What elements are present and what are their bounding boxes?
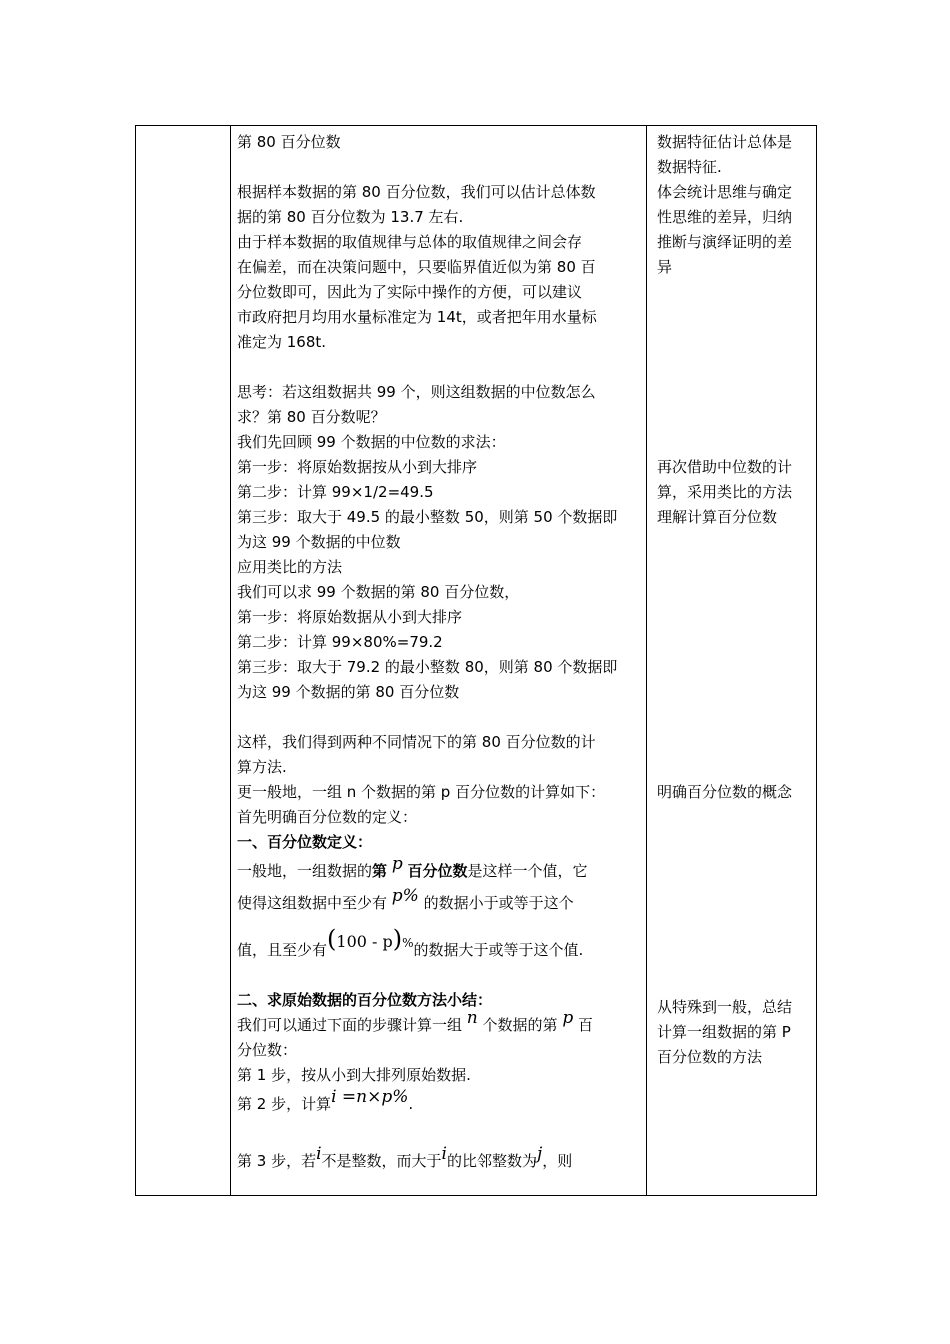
math-p: p bbox=[391, 855, 403, 874]
lesson-plan-table bbox=[135, 125, 817, 1196]
text-run: 第 2 步，计算 bbox=[237, 1095, 332, 1113]
math-100-minus-p bbox=[327, 925, 414, 953]
definition-line-1 bbox=[237, 855, 640, 887]
math-j: j bbox=[537, 1145, 543, 1164]
main-text bbox=[231, 126, 646, 1177]
note-line: 异 bbox=[657, 258, 673, 276]
text-line: 在偏差，而在决策问题中，只要临界值近似为第 80 百 bbox=[237, 258, 596, 276]
spacer bbox=[237, 1120, 640, 1145]
note-line: 计算一组数据的第 P bbox=[657, 1023, 791, 1041]
definition-line-3 bbox=[237, 919, 640, 963]
text-line: 市政府把月均用水量标准定为 14t，或者把年用水量标 bbox=[237, 308, 597, 326]
definition-line-2 bbox=[237, 887, 640, 919]
empty-left-cell bbox=[136, 126, 231, 1196]
method-step-3 bbox=[237, 1145, 640, 1177]
math-paren: ( bbox=[327, 925, 337, 953]
note-line: 性思维的差异，归纳 bbox=[657, 208, 793, 226]
method-step-1: 第 1 步，按从小到大排列原始数据. bbox=[237, 1066, 471, 1084]
text-run: 不是整数，而大于 bbox=[321, 1152, 442, 1170]
text-line: 首先明确百分位数的定义： bbox=[237, 808, 418, 826]
text-line: 第二步：计算 99×80%=79.2 bbox=[237, 633, 443, 651]
spacer bbox=[657, 530, 808, 780]
text-run: 百分位数 bbox=[407, 862, 468, 880]
text-run: 的数据大于或等于这个值. bbox=[413, 941, 584, 959]
text-line: 第三步：取大于 79.2 的最小整数 80，则第 80 个数据即 bbox=[237, 658, 618, 676]
math-paren: ) bbox=[392, 925, 403, 953]
text-run: 值，且至少有 bbox=[237, 941, 328, 959]
text-line: 为这 99 个数据的第 80 百分位数 bbox=[237, 683, 460, 701]
math-i-formula: i =n×p% bbox=[331, 1088, 409, 1107]
notes-cell bbox=[647, 126, 817, 1196]
spacer bbox=[657, 280, 808, 455]
text-run: 个数据的第 bbox=[482, 1016, 558, 1034]
note-line: 算，采用类比的方法 bbox=[657, 483, 793, 501]
text-line: 思考：若这组数据共 99 个，则这组数据的中位数怎么 bbox=[237, 383, 596, 401]
text-line bbox=[237, 705, 640, 730]
text-line: 我们可以求 99 个数据的第 80 百分位数， bbox=[237, 583, 520, 601]
text-line: 我们先回顾 99 个数据的中位数的求法： bbox=[237, 433, 506, 451]
table-row bbox=[136, 126, 817, 1196]
note-line: 从特殊到一般，总结 bbox=[657, 998, 793, 1016]
text-line: 这样，我们得到两种不同情况下的第 80 百分位数的计 bbox=[237, 733, 596, 751]
method-line-1 bbox=[237, 1013, 640, 1038]
note-line: 理解计算百分位数 bbox=[657, 508, 778, 526]
text-line: 第一步：将原始数据按从小到大排序 bbox=[237, 458, 478, 476]
note-line: 数据特征. bbox=[657, 158, 722, 176]
math-percent: % bbox=[402, 936, 414, 950]
text-run: ，则 bbox=[542, 1152, 573, 1170]
note-line: 百分位数的方法 bbox=[657, 1048, 763, 1066]
text-run: . bbox=[408, 1095, 414, 1113]
text-line: 应用类比的方法 bbox=[237, 558, 343, 576]
text-run: 的比邻整数为 bbox=[446, 1152, 537, 1170]
definition-heading: 一、百分位数定义： bbox=[237, 833, 373, 851]
note-line: 明确百分位数的概念 bbox=[657, 783, 793, 801]
method-step-2 bbox=[237, 1088, 640, 1120]
text-run: 百 bbox=[578, 1016, 594, 1034]
text-line: 求？第 80 百分数呢？ bbox=[237, 408, 386, 426]
text-line: 准定为 168t. bbox=[237, 333, 327, 351]
text-run: 是这样一个值，它 bbox=[467, 862, 588, 880]
method-heading: 二、求原始数据的百分位数方法小结： bbox=[237, 991, 493, 1009]
text-line: 第 80 百分位数 bbox=[237, 133, 341, 151]
text-line: 根据样本数据的第 80 百分位数，我们可以估计总体数 bbox=[237, 183, 596, 201]
text-line: 第三步：取大于 49.5 的最小整数 50，则第 50 个数据即 bbox=[237, 508, 618, 526]
text-run: 的数据小于或等于这个 bbox=[423, 894, 574, 912]
note-line: 再次借助中位数的计 bbox=[657, 458, 793, 476]
math-p-percent: p% bbox=[391, 887, 419, 906]
note-line: 体会统计思维与确定 bbox=[657, 183, 793, 201]
text-run: 第 bbox=[372, 862, 388, 880]
main-content-cell bbox=[231, 126, 647, 1196]
text-line: 第二步：计算 99×1/2=49.5 bbox=[237, 483, 434, 501]
text-line bbox=[237, 355, 640, 380]
text-line bbox=[237, 155, 640, 180]
text-run: 我们可以通过下面的步骤计算一组 bbox=[237, 1016, 463, 1034]
text-line: 更一般地，一组 n 个数据的第 p 百分位数的计算如下： bbox=[237, 783, 606, 801]
text-line: 分位数即可，因此为了实际中操作的方便，可以建议 bbox=[237, 283, 583, 301]
text-run: 使得这组数据中至少有 bbox=[237, 894, 388, 912]
math-p: p bbox=[562, 1013, 574, 1028]
spacer bbox=[657, 805, 808, 995]
math-i: i bbox=[316, 1145, 322, 1164]
text-line: 算方法. bbox=[237, 758, 287, 776]
text-line: 第一步：将原始数据从小到大排序 bbox=[237, 608, 463, 626]
text-line: 据的第 80 百分位数为 13.7 左右. bbox=[237, 208, 464, 226]
math-expr: 100 - p bbox=[336, 932, 393, 951]
text-line: 为这 99 个数据的中位数 bbox=[237, 533, 401, 551]
text-run: 一般地，一组数据的 bbox=[237, 862, 373, 880]
math-n: n bbox=[466, 1013, 478, 1028]
note-line: 数据特征估计总体是 bbox=[657, 133, 793, 151]
spacer bbox=[237, 963, 640, 988]
text-run: 第 3 步，若 bbox=[237, 1152, 317, 1170]
text-line: 由于样本数据的取值规律与总体的取值规律之间会存 bbox=[237, 233, 583, 251]
math-i: i bbox=[441, 1145, 447, 1164]
method-line-2: 分位数： bbox=[237, 1041, 298, 1059]
notes-text bbox=[647, 126, 816, 1070]
note-line: 推断与演绎证明的差 bbox=[657, 233, 793, 251]
